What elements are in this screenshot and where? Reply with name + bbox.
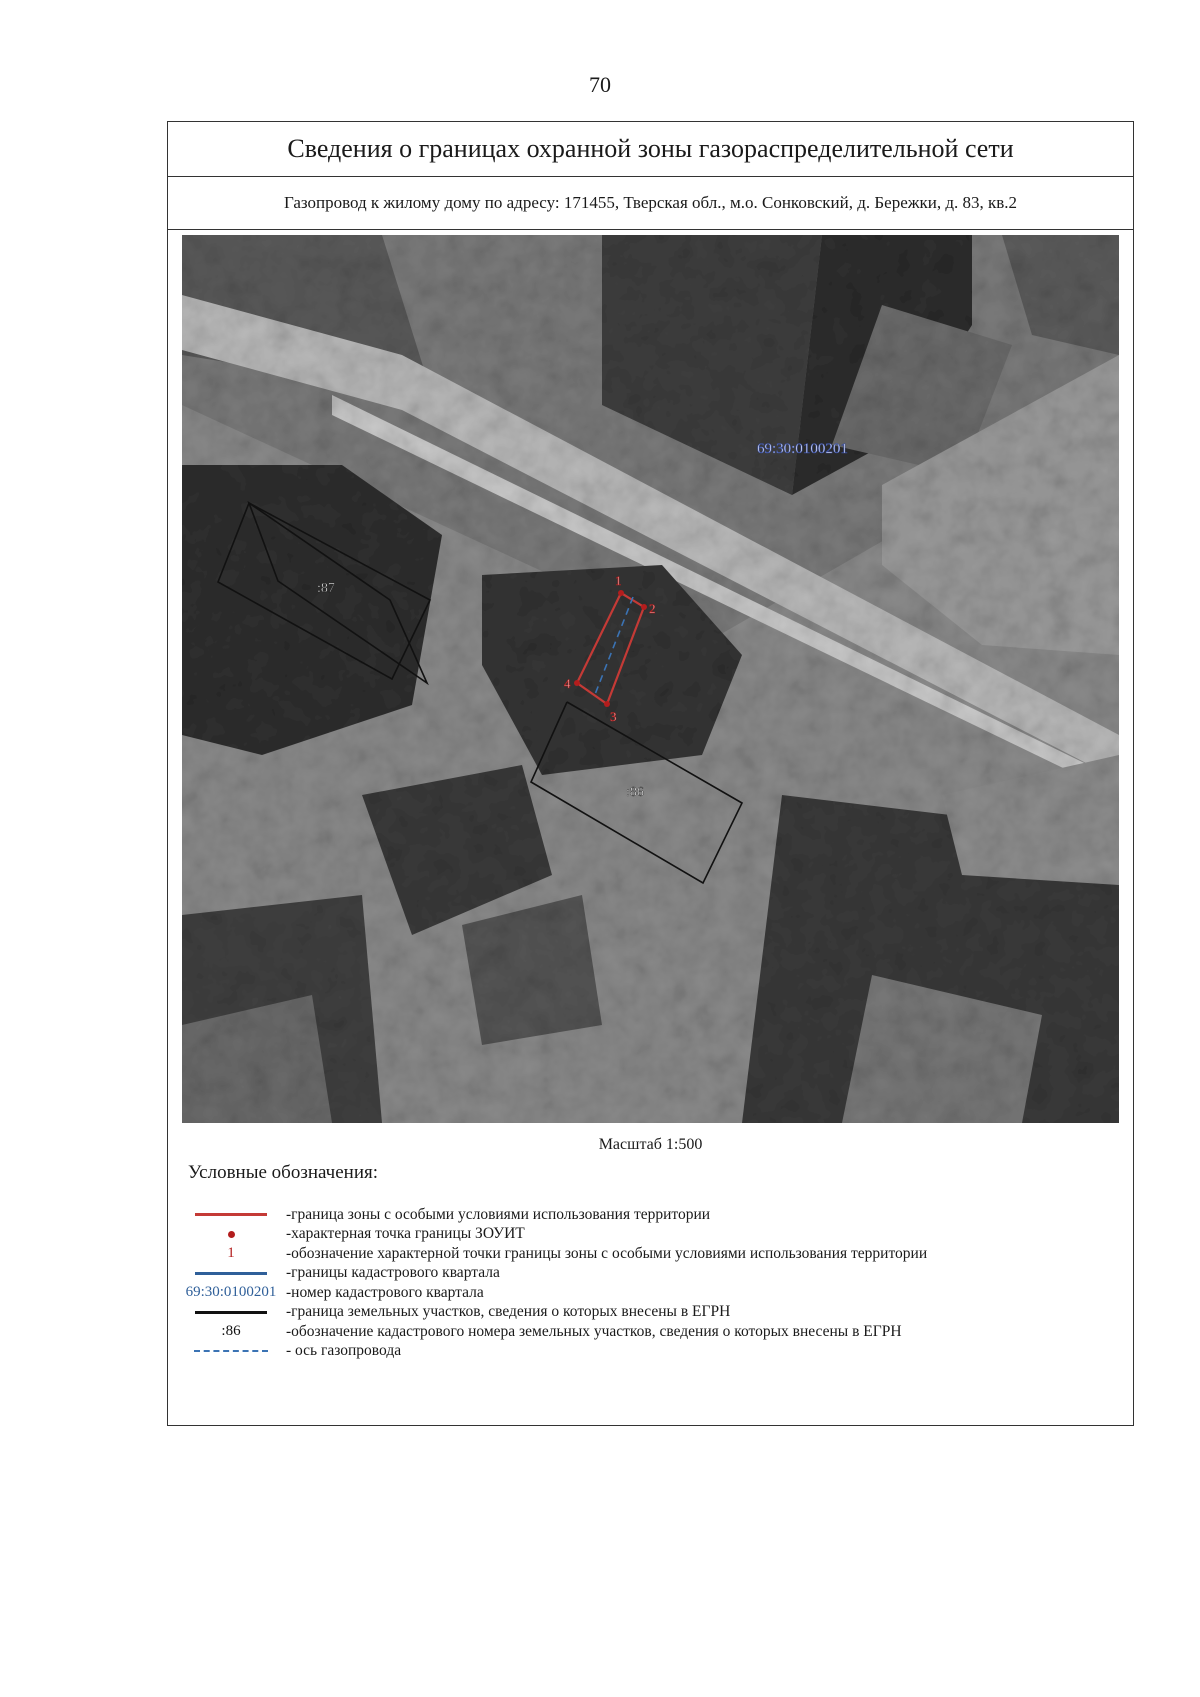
legend-item-text: - ось газопровода (286, 1342, 402, 1360)
legend-item (176, 1264, 1126, 1284)
dashed-line-icon (194, 1350, 268, 1352)
cadastral-quarter-label: 69:30:0100201 (757, 441, 848, 457)
legend-title: Условные обозначения: (188, 1162, 379, 1183)
legend-item-text: -граница земельных участков, сведения о которых внесены в ЕГРН (286, 1303, 731, 1321)
zone-point-1[interactable] (618, 590, 624, 596)
zone-point-4[interactable] (574, 680, 580, 686)
legend-item-text: -обозначение кадастрового номера земельных участков, сведения о которых внесены в ЕГРН (286, 1322, 902, 1340)
zone-point-2[interactable] (641, 604, 647, 610)
legend-item (176, 1205, 1126, 1225)
aerial-imagery (182, 235, 1119, 1123)
quarter-number-symbol: 69:30:0100201 (185, 1284, 277, 1301)
sheet-title: Сведения о границах охранной зоны газораспределительной сети (168, 122, 1133, 177)
zone-point-3-label: 3 (610, 709, 617, 724)
blue-line-icon (195, 1272, 267, 1275)
zone-point-3[interactable] (604, 701, 610, 707)
legend-item-text: -обозначение характерной точки границы зоны с особыми условиями использования территории (286, 1244, 928, 1262)
legend-item (176, 1342, 1126, 1362)
legend-item-text: -граница зоны с особыми условиями использования территории (286, 1205, 711, 1223)
black-line-icon (195, 1311, 267, 1314)
zone-point-1-label: 1 (615, 573, 622, 588)
legend-item (176, 1244, 1126, 1264)
aerial-map (182, 235, 1119, 1123)
legend-item (176, 1322, 1126, 1342)
legend-item (176, 1283, 1126, 1303)
zone-point-4-label: 4 (564, 676, 571, 691)
map-scale: Масштаб 1:500 (598, 1136, 703, 1153)
point-number-symbol: 1 (227, 1245, 235, 1262)
map-sheet-frame (167, 121, 1134, 1426)
legend (176, 1205, 1126, 1361)
legend-item (176, 1225, 1126, 1245)
zone-point-2-label: 2 (649, 601, 656, 616)
sheet-subtitle: Газопровод к жилому дому по адресу: 171455, Тверская обл., м.о. Сонковский, д. Бережки, д. 83, кв.2 (168, 177, 1133, 230)
red-dot-icon (228, 1231, 235, 1238)
parcel-87-label: :87 (317, 581, 335, 596)
red-line-icon (195, 1213, 267, 1216)
legend-item-text: -номер кадастрового квартала (286, 1283, 484, 1301)
map-view[interactable] (182, 235, 1119, 1123)
legend-item-text: -характерная точка границы ЗОУИТ (286, 1225, 525, 1243)
legend-item-text: -границы кадастрового квартала (286, 1264, 500, 1282)
legend-item (176, 1303, 1126, 1323)
parcel-86-label: :86 (626, 785, 644, 800)
parcel-number-symbol: :86 (221, 1323, 241, 1340)
page-number: 70 (589, 72, 611, 97)
